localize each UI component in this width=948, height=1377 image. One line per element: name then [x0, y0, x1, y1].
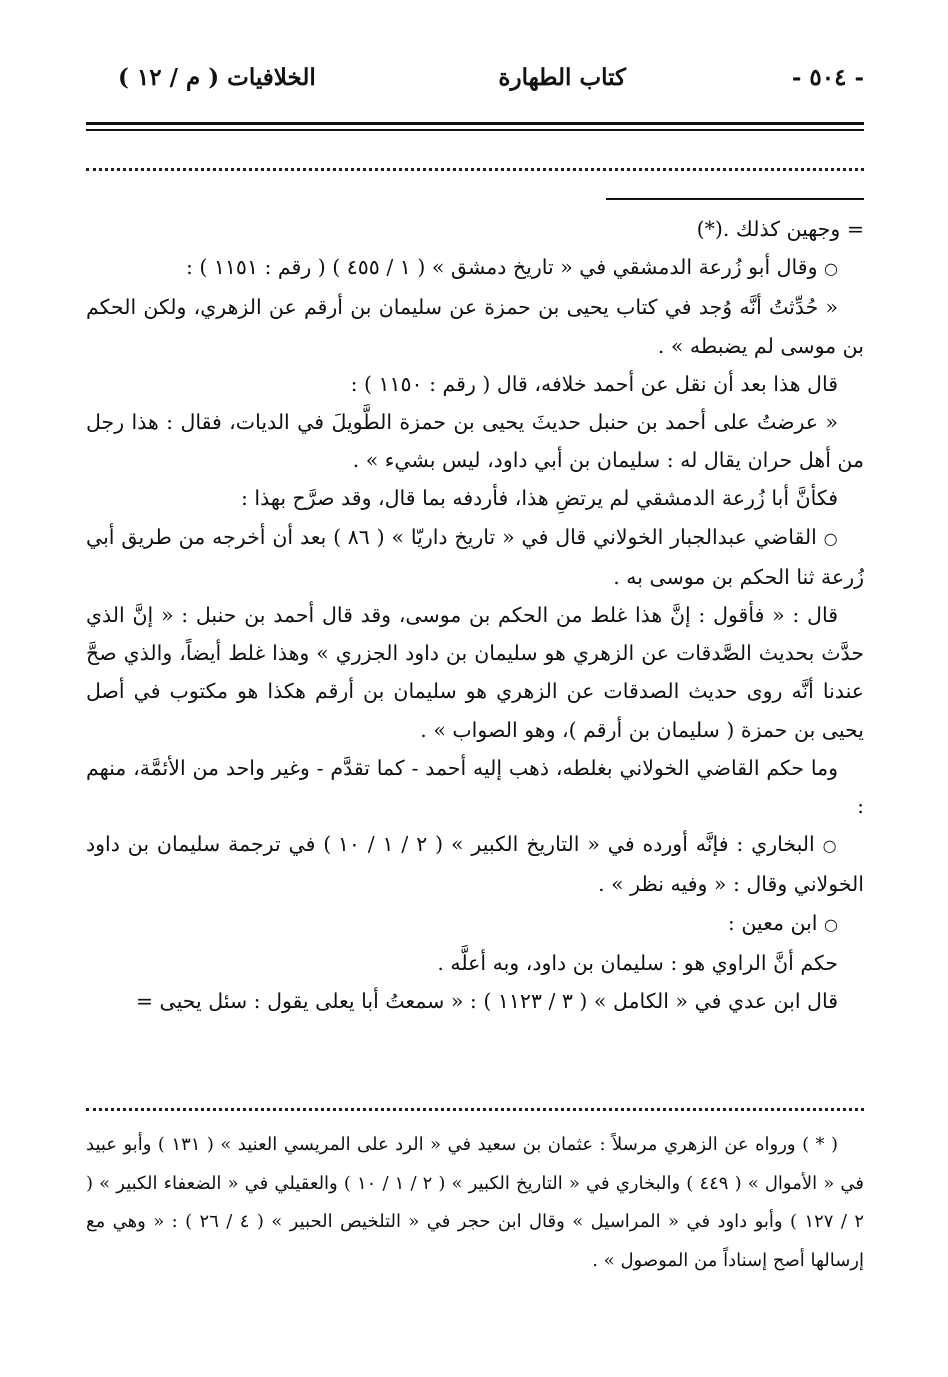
paragraph-text: القاضي عبدالجبار الخولاني قال في « تاريخ داريّا » ( ٨٦ ) بعد أن أخرجه من طريق أبي زُرعة ثنا الحكم بن موسى به . [86, 524, 864, 589]
circle-bullet-icon: ○ [824, 259, 838, 279]
paragraph-text: وقال أبو زُرعة الدمشقي في « تاريخ دمشق » ( ١ / ٤٥٥ ) ( رقم : ١١٥١ ) : [185, 255, 818, 280]
quote-paragraph: قال : « فأقول : إنَّ هذا غلط من الحكم بن موسى، وقد قال أحمد بن حنبل : « إنَّ الذي حدَّث بحديث الصَّدقات عن الزهري هو سليمان بن داود الجزري » وهذا غلط أيضاً، والذي صحَّ عندنا أنَّه روى حديث الصدقات عن الزهري هو سليمان بن أرقم هكذا هو مكتوب في أصل يحيى بن حمزة ( سليمان بن أرقم )، وهو الصواب » . [86, 603, 864, 742]
paragraph-text: البخاري : فإنَّه أورده في « التاريخ الكبير » ( ٢ / ١ / ١٠ ) في ترجمة سليمان بن داود الخولاني وقال : « وفيه نظر » . [86, 832, 864, 897]
dotted-separator-top [86, 168, 864, 171]
paragraph-text: فكأنَّ أبا زُرعة الدمشقي لم يرتضِ هذا، فأردفه بما قال، وقد صرَّح بهذا : [241, 486, 838, 511]
header-rule-thin [86, 129, 864, 131]
paragraph-text: وما حكم القاضي الخولاني بغلطه، ذهب إليه أحمد - كما تقدَّم - وغير واحد من الأئمَّة، منهم : [86, 755, 864, 819]
paragraph-continuation: = وجهين كذلك .(*) [696, 217, 864, 241]
paragraph-ibn-maeen [86, 904, 864, 944]
quote-paragraph: « حُدِّثتُ أنَّه وُجد في كتاب يحيى بن حمزة عن سليمان بن أرقم عن الزهري، ولكن الحكم بن موسى لم يضبطه » . [86, 295, 864, 358]
dotted-separator-footnote [86, 1108, 864, 1111]
footnote-text: ( * ) ورواه عن الزهري مرسلاً : عثمان بن سعيد في « الرد على المريسي العنيد » ( ١٣١ ) وأبو عبيد في « الأموال » ( ٤٤٩ ) والبخاري في « التاريخ الكبير » ( ٢ / ١ / ١٠ ) والعقيلي في « الضعفاء الكبير » ( ٢ / ١٢٧ ) وأبو داود في « المراسيل » وقال ابن حجر في « التلخيص الحبير » ( ٤ / ٢٦ ) : « وهي مع إرسالها أصح إسناداً من الموصول » . [86, 1134, 864, 1271]
circle-bullet-icon: ○ [822, 836, 838, 856]
quote-paragraph: « عرضتُ على أحمد بن حنبل حديثَ يحيى بن حمزة الطَّويلَ في الديات، فقال : هذا رجل من أهل حران يقال له : سليمان بن أبي داود، ليس بشيء » . [86, 410, 864, 473]
paragraph-text: حكم أنَّ الراوي هو : سليمان بن داود، وبه أعلَّه . [437, 950, 838, 975]
volume-reference: الخلافيات ( م / ١٢ ) [118, 64, 316, 91]
page-number: - ٥٠٤ - [791, 64, 864, 91]
header-rule-thick [86, 122, 864, 125]
main-text [86, 210, 864, 1020]
paragraph-bukhari [86, 825, 864, 903]
short-rule [606, 198, 864, 200]
paragraph-qadi [86, 518, 864, 596]
circle-bullet-icon: ○ [824, 914, 838, 934]
circle-bullet-icon: ○ [823, 528, 838, 548]
book-page [86, 50, 864, 1350]
paragraph-abu-zurah [86, 248, 864, 288]
paragraph-text: قال هذا بعد أن نقل عن أحمد خلافه، قال ( رقم : ١١٥٠ ) : [350, 371, 838, 396]
page-header [86, 58, 864, 98]
paragraph-text: قال ابن عدي في « الكامل » ( ٣ / ١١٢٣ ) : « سمعتُ أبا يعلى يقول : سئل يحيى = [135, 989, 838, 1014]
paragraph-text: ابن معين : [727, 910, 818, 935]
book-title: كتاب الطهارة [498, 64, 626, 91]
footnote [86, 1126, 864, 1280]
